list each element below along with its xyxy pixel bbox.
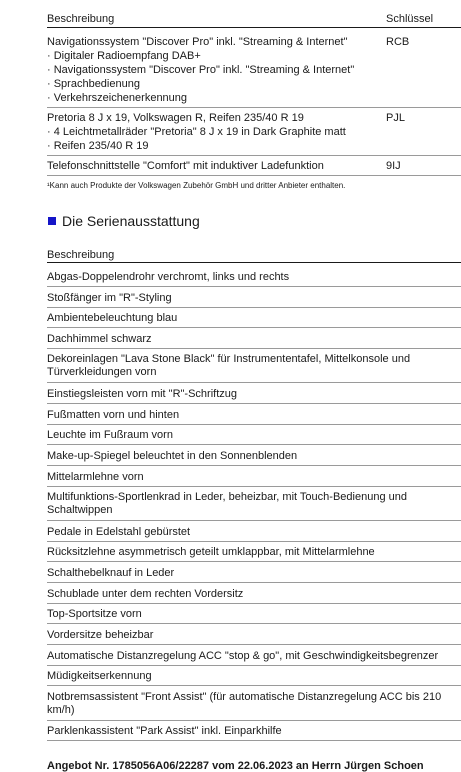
option-detail: · 4 Leichtmetallräder "Pretoria" 8 J x 19 in Dark Graphite matt <box>47 126 346 138</box>
col-header-description: Beschreibung <box>47 13 115 25</box>
row-divider <box>47 286 461 287</box>
row-divider <box>47 486 461 487</box>
option-detail: · Verkehrszeichenerkennung <box>47 92 188 104</box>
equipment-item: Mittelarmlehne vorn <box>47 471 144 483</box>
col-header-key: Schlüssel <box>386 13 434 25</box>
row-divider <box>47 582 461 583</box>
equipment-item: Stoßfänger im "R"-Styling <box>47 292 172 304</box>
equipment-item: Dachhimmel schwarz <box>47 333 152 345</box>
equipment-item: Leuchte im Fußraum vorn <box>47 429 173 441</box>
equipment-item: Abgas-Doppelendrohr verchromt, links und rechts <box>47 271 290 283</box>
row-divider <box>47 740 461 741</box>
option-detail: · Navigationssystem "Discover Pro" inkl. "Streaming & Internet" <box>47 64 355 76</box>
option-key: 9IJ <box>386 160 401 172</box>
section-heading <box>48 212 200 230</box>
equipment-item: Müdigkeitserkennung <box>47 670 152 682</box>
equipment-item: Automatische Distanzregelung ACC "stop & go", mit Geschwindigkeitsbegrenzer <box>47 650 439 662</box>
option-title: Navigationssystem "Discover Pro" inkl. "Streaming & Internet" <box>47 36 348 48</box>
header-rule <box>47 27 461 28</box>
row-divider <box>47 382 461 383</box>
option-detail: · Reifen 235/40 R 19 <box>47 140 149 152</box>
header-rule <box>47 262 461 263</box>
row-divider <box>47 465 461 466</box>
option-title: Telefonschnittstelle "Comfort" mit induktiver Ladefunktion <box>47 160 324 172</box>
row-divider <box>47 444 461 445</box>
equipment-item: Schalthebelknauf in Leder <box>47 567 175 579</box>
row-divider <box>47 685 461 686</box>
equipment-item: Dekoreinlagen "Lava Stone Black" für Instrumententafel, Mittelkonsole und Türverkleidungen vorn <box>47 353 411 378</box>
row-divider <box>47 107 461 108</box>
row-divider <box>47 155 461 156</box>
row-divider <box>47 720 461 721</box>
section-square-icon <box>48 217 56 225</box>
row-divider <box>47 623 461 624</box>
section-title: Die Serienausstattung <box>62 213 200 229</box>
row-divider <box>47 541 461 542</box>
equipment-item: Parklenkassistent "Park Assist" inkl. Einparkhilfe <box>47 725 282 737</box>
option-detail: · Digitaler Radioempfang DAB+ <box>47 50 201 62</box>
option-detail: · Sprachbedienung <box>47 78 140 90</box>
offer-reference: Angebot Nr. 1785056A06/22287 vom 22.06.2023 an Herrn Jürgen Schoen <box>47 760 424 772</box>
option-key: RCB <box>386 36 410 48</box>
row-divider <box>47 561 461 562</box>
row-divider <box>47 665 461 666</box>
row-divider <box>47 307 461 308</box>
equipment-item: Schublade unter dem rechten Vordersitz <box>47 588 244 600</box>
row-divider <box>47 644 461 645</box>
option-key: PJL <box>386 112 405 124</box>
row-divider <box>47 603 461 604</box>
equipment-item: Einstiegsleisten vorn mit "R"-Schriftzug <box>47 388 237 400</box>
row-divider <box>47 175 461 176</box>
equipment-item: Ambientebeleuchtung blau <box>47 312 178 324</box>
equipment-item: Rücksitzlehne asymmetrisch geteilt umklappbar, mit Mittelarmlehne <box>47 546 375 558</box>
row-divider <box>47 327 461 328</box>
equipment-item: Multifunktions-Sportlenkrad in Leder, beheizbar, mit Touch-Bedienung und Schaltwippen <box>47 491 407 516</box>
equipment-item: Fußmatten vorn und hinten <box>47 409 180 421</box>
col-header-description: Beschreibung <box>47 249 115 261</box>
equipment-item: Top-Sportsitze vorn <box>47 608 142 620</box>
row-divider <box>47 520 461 521</box>
row-divider <box>47 424 461 425</box>
equipment-item: Make-up-Spiegel beleuchtet in den Sonnenblenden <box>47 450 298 462</box>
row-divider <box>47 403 461 404</box>
equipment-item: Pedale in Edelstahl gebürstet <box>47 526 191 538</box>
option-title: Pretoria 8 J x 19, Volkswagen R, Reifen 235/40 R 19 <box>47 112 304 124</box>
footnote: ¹Kann auch Produkte der Volkswagen Zubehör GmbH und dritter Anbieter enthalten. <box>47 181 346 190</box>
equipment-item: Notbremsassistent "Front Assist" (für automatische Distanzregelung ACC bis 210 km/h) <box>47 691 442 716</box>
equipment-item: Vordersitze beheizbar <box>47 629 154 641</box>
row-divider <box>47 348 461 349</box>
